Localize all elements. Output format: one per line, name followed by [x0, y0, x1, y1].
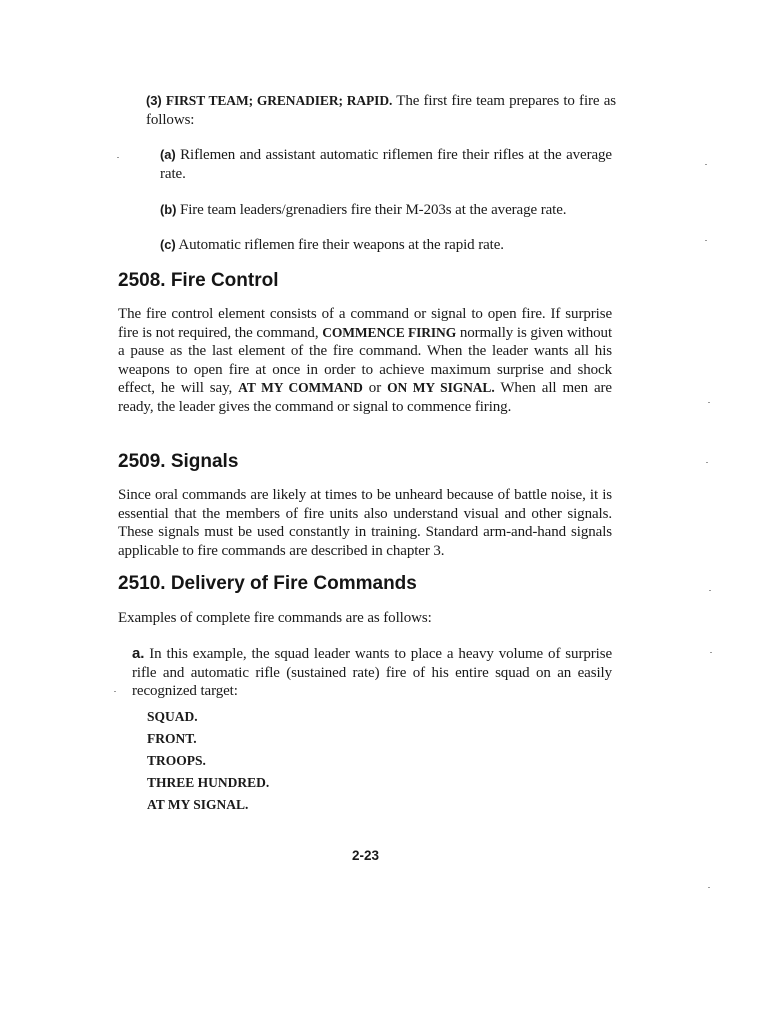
subitem-b — [160, 201, 620, 220]
scan-speck — [709, 590, 711, 591]
heading-2509: 2509. Signals — [118, 451, 239, 472]
intro-text: The first fire team prepares to fire as follows: — [146, 93, 617, 128]
scan-speck — [117, 157, 119, 158]
subitem-c-text: Automatic riflemen fire their weapons at the rapid rate. — [178, 237, 504, 253]
subitem-a-text: Riflemen and assistant automatic riflemen fire their rifles at the average rate. — [160, 147, 612, 182]
paragraph-2508 — [118, 305, 612, 417]
scan-speck — [710, 652, 712, 653]
scan-speck — [705, 164, 707, 165]
subitem-b-label: (b) — [160, 202, 177, 217]
scan-speck — [114, 691, 116, 692]
subitem-a-label: (a) — [160, 147, 176, 162]
command-line: AT MY SIGNAL. — [147, 797, 249, 812]
paragraph-2510-a — [132, 645, 612, 701]
command-line: THREE HUNDRED. — [147, 775, 270, 790]
p2508-text-2: normally is given without a pause as the last element of the fire command. When the leader wants all his weapons to open fire at once in order to achieve maximum surprise and shock effect, he will say, — [118, 324, 613, 397]
command-line: SQUAD. — [147, 709, 198, 724]
command-line: FRONT. — [147, 731, 197, 746]
subitem-c-label: (c) — [160, 237, 176, 252]
intro-command: FIRST TEAM; GRENADIER; RAPID. — [165, 93, 393, 108]
p2508-bold-2: AT MY COMMAND — [238, 380, 363, 396]
scan-speck — [706, 462, 708, 463]
subitem-a — [160, 146, 612, 183]
p2508-text-1: The fire control element consists of a command or signal to open fire. If surprise fire is not required, the command, — [118, 306, 612, 341]
intro-label: (3) — [146, 93, 162, 108]
scan-speck — [708, 402, 710, 403]
paragraph-2509: Since oral commands are likely at times to be unheard because of battle noise, it is essential that the members of fire units also understand visual and other signals. These signals must be used constantly in training. Standard arm-and-hand signals applicable to fire commands are described in chapter 3. — [118, 487, 612, 559]
p2510-a-text: In this example, the squad leader wants to place a heavy volume of surprise rifle and automatic rifle (sustained rate) fire of his entire squad on an easily recognized target: — [132, 646, 613, 700]
intro-paragraph — [146, 92, 616, 129]
scan-speck — [705, 240, 707, 241]
page-number: 2-23 — [352, 848, 380, 863]
p2510-a-label: a. — [132, 645, 145, 662]
p2508-text-4: When all men are ready, the leader gives the command or signal to commence firing. — [118, 380, 612, 415]
paragraph-2510-intro: Examples of complete fire commands are as follows: — [118, 610, 432, 626]
heading-2508: 2508. Fire Control — [118, 270, 279, 291]
scan-speck — [708, 887, 710, 888]
command-line: TROOPS. — [147, 753, 206, 768]
heading-2510: 2510. Delivery of Fire Commands — [118, 573, 417, 594]
p2508-text-3: or — [368, 380, 382, 397]
subitem-c — [160, 236, 620, 255]
subitem-b-text: Fire team leaders/grenadiers fire their M-203s at the average rate. — [179, 202, 567, 218]
p2508-bold-1: COMMENCE FIRING — [322, 324, 457, 340]
p2508-bold-3: ON MY SIGNAL. — [387, 380, 495, 396]
